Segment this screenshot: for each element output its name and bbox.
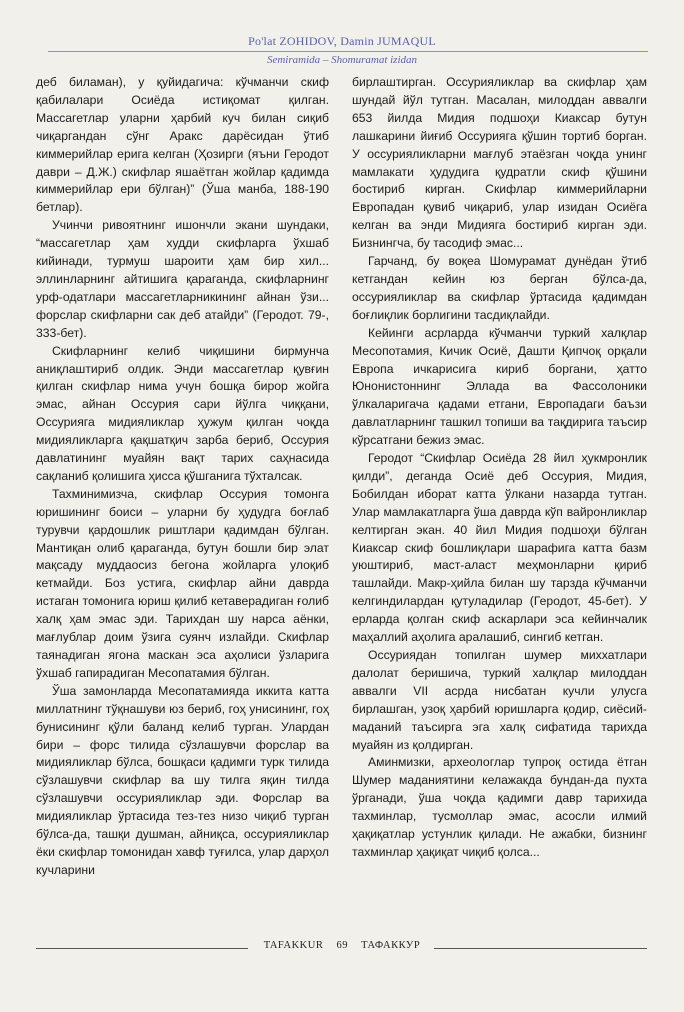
paragraph: Оссуриядан топилган шумер миххатлари далолат беришича, туркий халқлар милоддан аввалги VII асрда нисбатан кучли улусга бирлашган, узоқ ҳарбий юришларга қодир, сиёсий-маданий таъсирга эга халқ сифатида тарихда муайян из қолдирган. [352, 648, 647, 752]
page-number: 69 [336, 940, 348, 951]
paragraph: Скифларнинг келиб чиқишини бирмунча аниқлаштириб олдик. Энди массагетлар қувғин қилган скифлар нима учун бошқа бирор жойга эмас, айнан Оссурия сари йўлга чиққани, Оссурияга мидияликлар ҳужум қилган чоқда мидияликларга қақшатқич зарба бериб, Оссурия давлатининг муайян вақт тарих саҳнасида сақланиб қолишига ҳисса қўшганига тўхталсак. [36, 343, 329, 483]
paragraph: бирлаштирган. Оссурияликлар ва скифлар ҳам шундай йўл тутган. Масалан, милоддан аввалги 653 йилда Мидия подшоҳи Киаксар бутун лашкарини йиғиб Оссурияга қўшин тортиб борган. У оссурияликларни мағлуб этаёзган чоқда унинг мамлакати ҳудудига қудратли скиф қўшини бостириб кирган. Скифлар киммерийларни Европадан қувиб чиқариб, улар изидан Осиёга келган ва энди Мидияга бостириб кирган эди. Бизнингча, бу тасодиф эмас... [352, 75, 647, 251]
header-authors: Po'lat ZOHIDOV, Damin JUMAQUL [248, 34, 436, 48]
paragraph: Аминмизки, археологлар тупроқ остида ётган Шумер маданиятини келажакда бундан-да пухта ўрганади, ўша чоқда қадимги давр тарихида тахминлар, тусмоллар эмас, асосли илмий ҳақиқатлар устунлик қилади. Не ажабки, бизнинг тахминлар ҳақиқат чиқиб қолса... [352, 755, 647, 859]
header-rule [48, 51, 648, 52]
right-column [352, 74, 647, 862]
running-header [0, 34, 684, 66]
footer-rule-right [434, 948, 647, 949]
footer-title-latin: TAFAKKUR [263, 940, 324, 951]
footer-rule-left [36, 948, 248, 949]
page-footer [0, 940, 684, 956]
paragraph: Кейинги асрларда кўчманчи туркий халқлар Месопотамия, Кичик Осиё, Дашти Қипчоқ орқали Европа ичкарисига кириб боргани, ҳатто Юнонистоннинг Эллада ва Фассолоники ўлкаларигача қадами етгани, Европадаги баъзи давлатларнинг ташкил топиши ва тақдирига таъсир кўрсатгани бежиз эмас. [352, 325, 647, 448]
footer-title-cyrillic: ТАФАККУР [361, 940, 421, 951]
paragraph: Тахминимизча, скифлар Оссурия томонга юришининг боиси – уларни бу ҳудудга боғлаб турувчи қардошлик риштлари қадимдан бўлган. Мантиқан олиб қараганда, бутун бошли бир элат мақсаду муддаосиз бегона жойларга улоқиб кетмайди. Боз устига, скифлар айни даврда истаган томонига юриш қилиб кетаверадиган ғолиб халқ ҳам эмас эди. Тарихдан шу нарса аёнки, мағлублар доим ўзига суянч излайди. Скифлар таянадиган ягона маскан эса аҳолиси ўзларига ўхшаб гапирадиган Месопатамия бўлган. [36, 486, 329, 680]
header-source: Semiramida – Shomuramat izidan [266, 54, 418, 66]
footer-text [250, 940, 434, 951]
paragraph: деб биламан), у қуйидагича: кўчманчи скиф қабилалари Осиёда истиқомат қилган. Массагетлар уларни ҳарбий куч билан сиқиб чиқаргандан сўнг Аракс дарёсидан ўтиб киммерийлар ерига келган (Ҳозирги (яъни Геродот даври – Д.Ж.) скифлар яшаётган жойлар қадимда киммерийлар ери бўлган)” (Ўша манба, 188-190 бетлар). [36, 75, 329, 215]
paragraph: Геродот “Скифлар Осиёда 28 йил ҳукмронлик қилди”, деганда Осиё деб Оссурия, Мидия, Бобилдан иборат катта ўлкани назарда тутган. Улар мамлакатларга ўша даврда кўп вайронликлар келтирган экан. 40 йил Мидия подшоҳи бўлган Киаксар скиф бошлиқлари шарафига катта базм уюштириб, маст-аласт меҳмонларни қириб ташлайди. Макр-ҳийла билан шу тарзда кўчманчи келгиндилардан қутуладилар (Геродот, 45-бет). У ерларда қолган скиф аскарлари эса кейинчалик маҳаллий аҳолига аралашиб, сингиб кетган. [352, 451, 647, 645]
paragraph: Гарчанд, бу воқеа Шомурамат дунёдан ўтиб кетгандан кейин юз берган бўлса-да, оссурияликлар ва скифлар ўртасида қадимдан боғлиқлик борлигини тасдиқлайди. [352, 254, 647, 322]
left-column [36, 74, 329, 880]
paragraph: Учинчи ривоятнинг ишончли экани шундаки, “массагетлар ҳам худди скифларга ўхшаб кийинади, турмуш шароити ҳам бир хил... эллинларнинг айтишига қараганда, скифларнинг урф-одатлари массагетларникининг айнан ўзи... форслар скифларни сак деб атайди” (Геродот. 79-, 333-бет). [36, 218, 329, 340]
paragraph: Ўша замонларда Месопатамияда иккита катта миллатнинг тўқнашуви юз бериб, гоҳ унисининг, гоҳ бунисининг қўли баланд келиб турган. Улардан бири – форс тилида сўзлашувчи форслар ва мидияликлар бўлса, бошқаси қадимги турк тилида сўзлашувчи скифлар ва шу тилга яқин тилда сўзлашувчи оссурияликлар эди. Форслар ва мидияликлар ўртасида тез-тез низо чиқиб турган бўлса-да, ташқи душман, айниқса, оссурияликлар ёки скифлар томонидан хавф туғилса, улар дарҳол кучларини [36, 683, 329, 877]
